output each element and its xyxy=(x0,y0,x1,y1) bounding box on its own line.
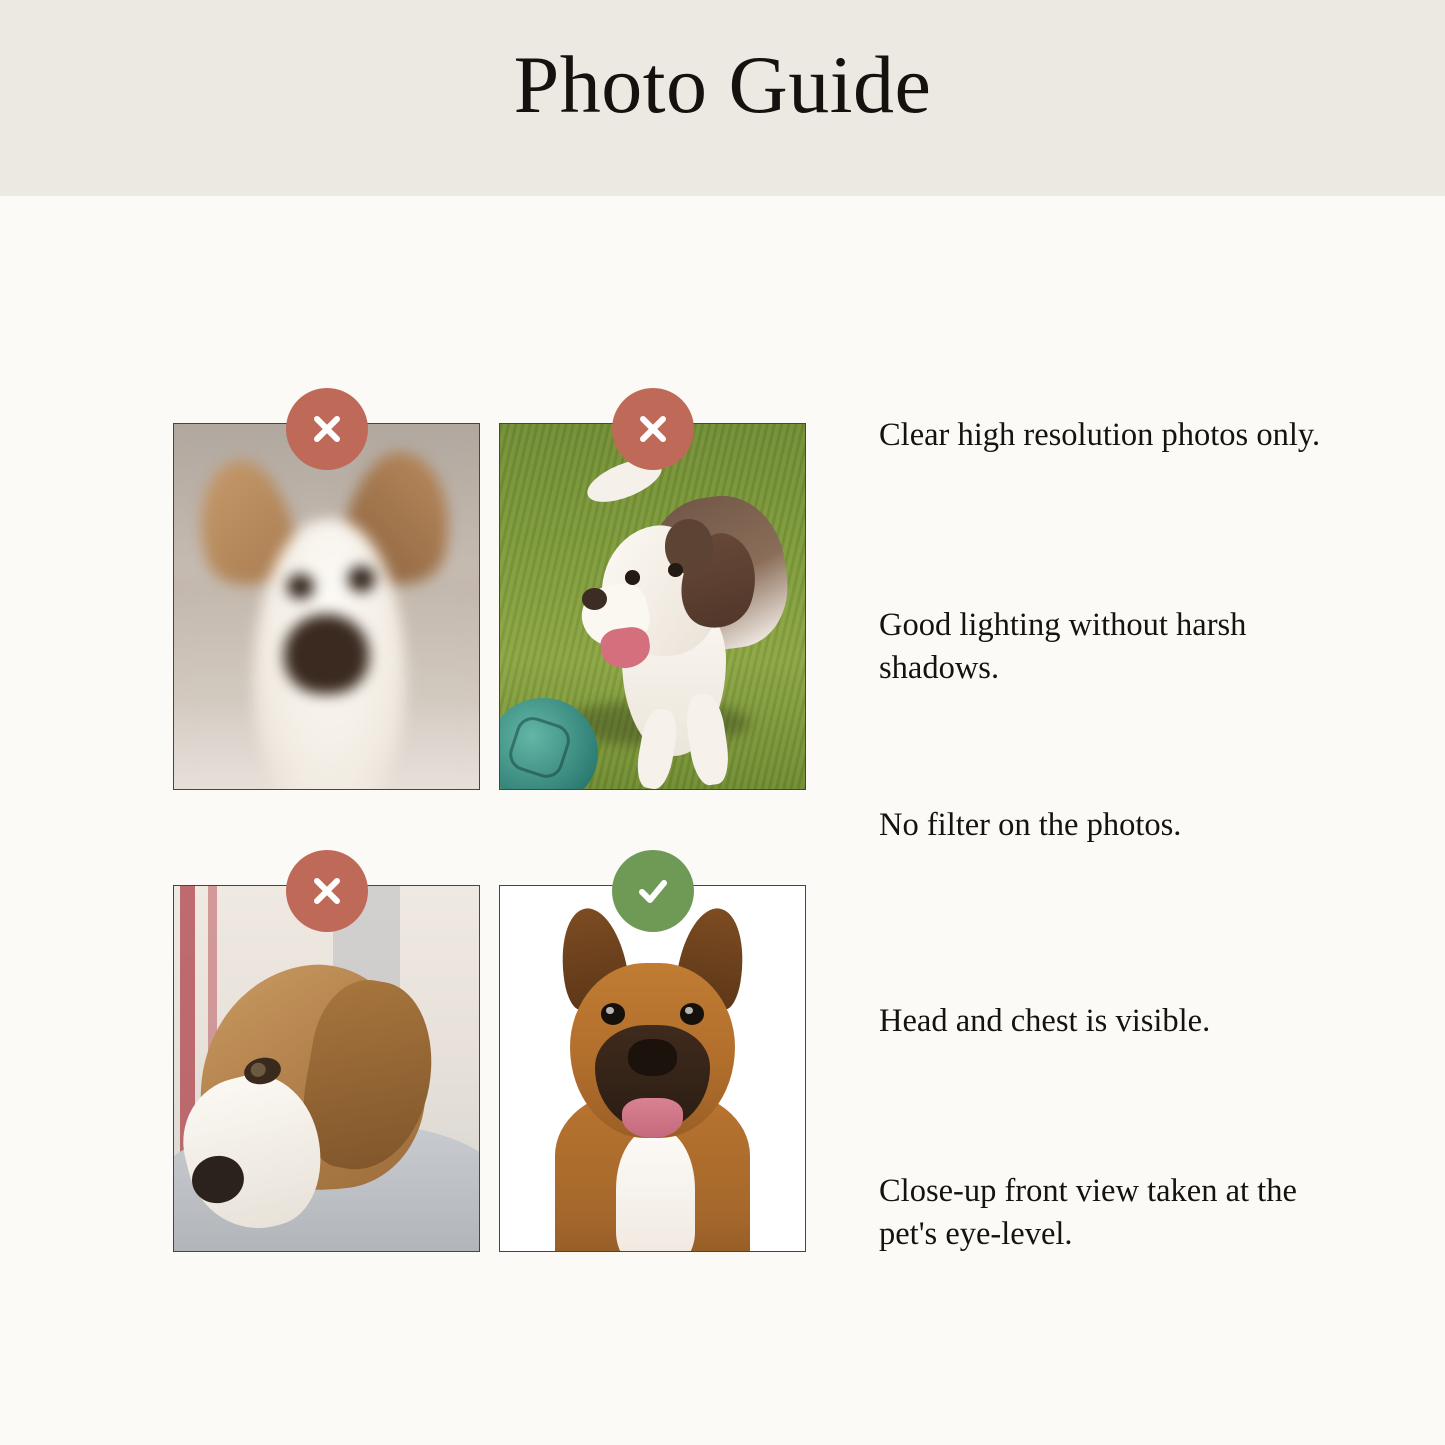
cross-icon xyxy=(286,388,368,470)
tip-item: Clear high resolution photos only. xyxy=(879,417,1321,453)
cross-icon xyxy=(286,850,368,932)
photo-grid xyxy=(173,423,819,1261)
tip-item: Good lighting without harsh shadows. xyxy=(879,607,1247,686)
photo-card-sleeping-beagle[interactable] xyxy=(173,885,480,1252)
tip-item: Close-up front view taken at the pet's eye-level. xyxy=(879,1173,1297,1252)
photo-card-blurry-puppy[interactable] xyxy=(173,423,480,790)
photo-card-french-bulldog-front[interactable] xyxy=(499,885,806,1252)
photo-thumbnail-french-bulldog-front xyxy=(499,885,806,1252)
photo-thumbnail-running-dog-grass xyxy=(499,423,806,790)
photo-thumbnail-sleeping-beagle xyxy=(173,885,480,1252)
tip-item: Head and chest is visible. xyxy=(879,1003,1211,1039)
photo-card-running-dog-grass[interactable] xyxy=(499,423,806,790)
page-title: Photo Guide xyxy=(513,39,932,130)
cross-icon xyxy=(612,388,694,470)
photo-thumbnail-blurry-puppy xyxy=(173,423,480,790)
tip-item: No filter on the photos. xyxy=(879,807,1182,843)
check-icon xyxy=(612,850,694,932)
